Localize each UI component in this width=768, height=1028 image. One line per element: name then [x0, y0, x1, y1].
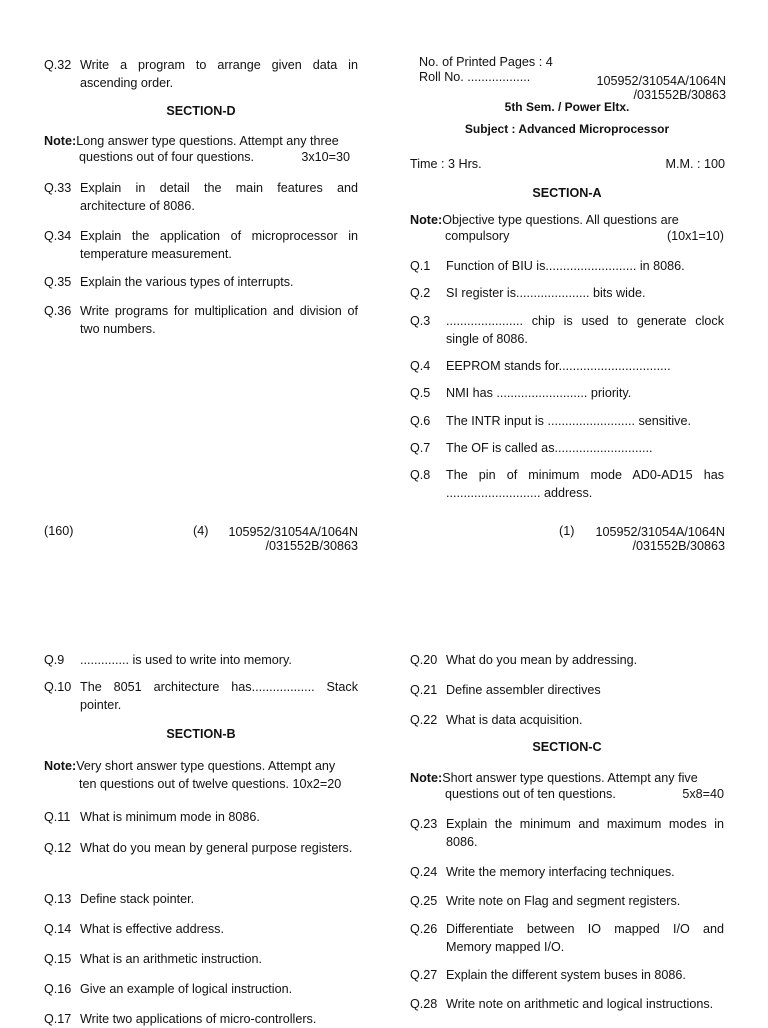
question-q34	[44, 227, 358, 263]
question-q3	[410, 312, 724, 348]
question-text: Write note on arithmetic and logical instructions.	[446, 997, 714, 1011]
question-number: Q.14	[44, 922, 72, 936]
question-number: Q.36	[44, 304, 72, 318]
question-q8	[410, 466, 724, 502]
question-number: Q.15	[44, 952, 72, 966]
question-text: Define assembler directives	[446, 683, 601, 697]
footer-page-number: (4)	[193, 524, 209, 538]
question-number: Q.13	[44, 892, 72, 906]
question-text: Write a program to arrange given data in ascending order.	[80, 58, 358, 90]
note-marks: (10x1=10)	[666, 229, 724, 243]
question-number: Q.8	[410, 468, 431, 482]
question-q17	[44, 1010, 358, 1028]
note-label: Note:	[44, 759, 77, 773]
section-b-heading: SECTION-B	[166, 727, 236, 741]
question-text: The pin of minimum mode AD0-AD15 has ........................... address.	[446, 468, 724, 500]
question-number: Q.7	[410, 441, 431, 455]
question-q21	[410, 681, 724, 699]
question-text: The 8051 architecture has.................. Stack pointer.	[80, 680, 358, 712]
question-number: Q.20	[410, 653, 438, 667]
header-paper-code	[560, 74, 726, 102]
note-marks: 3x10=30	[301, 150, 350, 164]
question-text: SI register is..................... bits wide.	[446, 286, 646, 300]
question-number: Q.1	[410, 259, 431, 273]
note-text: Very short answer type questions. Attempt any	[76, 759, 336, 773]
question-number: Q.33	[44, 181, 72, 195]
question-q22	[410, 711, 724, 729]
question-q35	[44, 273, 358, 291]
question-q36	[44, 302, 358, 338]
question-text: Define stack pointer.	[80, 892, 195, 906]
question-q24	[410, 863, 724, 881]
question-text: Explain the minimum and maximum modes in 8086.	[446, 817, 724, 849]
question-text: Explain the different system buses in 8086.	[446, 968, 686, 982]
question-text: ...................... chip is used to generate clock single of 8086.	[446, 314, 724, 346]
question-q33	[44, 179, 358, 215]
question-text: Write the memory interfacing techniques.	[446, 865, 675, 879]
question-q9	[44, 651, 358, 669]
question-text: Write note on Flag and segment registers.	[446, 894, 681, 908]
section-a-heading: SECTION-A	[532, 186, 602, 200]
question-q28	[410, 995, 724, 1013]
question-text: Explain the various types of interrupts.	[80, 275, 294, 289]
note-marks: 5x8=40	[682, 787, 724, 801]
question-number: Q.6	[410, 414, 431, 428]
paper-code-line2: /031552B/30863	[265, 539, 358, 553]
question-text: What is data acquisition.	[446, 713, 583, 727]
question-text: Explain in detail the main features and architecture of 8086.	[80, 181, 358, 213]
question-q11	[44, 808, 358, 826]
question-number: Q.25	[410, 894, 438, 908]
question-text: Differentiate between IO mapped I/O and Memory mapped I/O.	[446, 922, 724, 954]
max-marks: M.M. : 100	[665, 157, 725, 171]
note-text-line2: questions out of four questions.	[79, 150, 255, 164]
question-q25	[410, 892, 724, 910]
question-number: Q.24	[410, 865, 438, 879]
question-text: Function of BIU is.......................... in 8086.	[446, 259, 685, 273]
section-c-heading: SECTION-C	[532, 740, 602, 754]
question-q7	[410, 439, 724, 457]
question-number: Q.16	[44, 982, 72, 996]
question-text: Write programs for multiplication and division of two numbers.	[80, 304, 358, 336]
footer-paper-code	[214, 525, 358, 553]
question-q4	[410, 357, 724, 375]
question-text: What is an arithmetic instruction.	[80, 952, 262, 966]
question-q23	[410, 815, 724, 851]
question-text: Write two applications of micro-controllers.	[80, 1012, 317, 1026]
question-text: What do you mean by general purpose registers.	[80, 841, 353, 855]
question-q27	[410, 966, 724, 984]
question-text: .............. is used to write into memory.	[80, 653, 292, 667]
question-number: Q.17	[44, 1012, 72, 1026]
question-number: Q.23	[410, 817, 438, 831]
question-number: Q.26	[410, 922, 438, 936]
question-number: Q.10	[44, 680, 72, 694]
note-text-line2: questions out of ten questions.	[445, 787, 616, 801]
question-text: Give an example of logical instruction.	[80, 982, 293, 996]
question-number: Q.5	[410, 386, 431, 400]
question-number: Q.32	[44, 58, 72, 72]
question-number: Q.2	[410, 286, 431, 300]
roll-number: Roll No. ..................	[419, 70, 531, 84]
note-label: Note:	[44, 134, 77, 148]
paper-code-line1: 105952/31054A/1064N	[595, 525, 725, 539]
note-label: Note:	[410, 213, 443, 227]
exam-time: Time : 3 Hrs.	[410, 157, 482, 171]
question-number: Q.21	[410, 683, 438, 697]
question-text: What is minimum mode in 8086.	[80, 810, 260, 824]
footer-paper-code	[580, 525, 725, 553]
question-q2	[410, 284, 724, 302]
section-d-heading: SECTION-D	[166, 104, 236, 118]
question-q12	[44, 838, 358, 859]
question-q10	[44, 678, 358, 714]
paper-code-line2: /031552B/30863	[632, 539, 725, 553]
question-q14	[44, 920, 358, 938]
note-section-c	[410, 769, 724, 801]
question-q26	[410, 920, 724, 956]
note-text-line2: ten questions out of twelve questions. 10x2=20	[79, 777, 342, 791]
question-text: The INTR input is ......................... sensitive.	[446, 414, 691, 428]
note-label: Note:	[410, 771, 443, 785]
question-number: Q.12	[44, 841, 72, 855]
paper-code-line1: 105952/31054A/1064N	[596, 74, 726, 88]
printed-pages: No. of Printed Pages : 4	[419, 55, 553, 69]
question-number: Q.27	[410, 968, 438, 982]
paper-code-line1: 105952/31054A/1064N	[228, 525, 358, 539]
question-q5	[410, 384, 724, 402]
footer-page-number: (1)	[559, 524, 575, 538]
note-text: Objective type questions. All questions are	[442, 213, 679, 227]
question-number: Q.3	[410, 314, 431, 328]
question-number: Q.11	[44, 810, 71, 824]
question-q1	[410, 257, 724, 275]
question-text: NMI has .......................... priority.	[446, 386, 632, 400]
question-q20	[410, 651, 724, 669]
question-number: Q.9	[44, 653, 65, 667]
semester-heading: 5th Sem. / Power Eltx.	[504, 100, 630, 114]
note-text: Long answer type questions. Attempt any three	[76, 134, 339, 148]
question-text: Explain the application of microprocessor in temperature measurement.	[80, 229, 358, 261]
question-number: Q.35	[44, 275, 72, 289]
question-q6	[410, 412, 724, 430]
question-text: What is effective address.	[80, 922, 224, 936]
subject-heading: Subject : Advanced Microprocessor	[464, 122, 670, 136]
note-section-b	[44, 757, 358, 791]
note-text: Short answer type questions. Attempt any five	[442, 771, 698, 785]
paper-code-line2: /031552B/30863	[633, 88, 726, 102]
question-number: Q.34	[44, 229, 72, 243]
note-section-d	[44, 132, 358, 164]
question-number: Q.4	[410, 359, 431, 373]
question-text: What do you mean by addressing.	[446, 653, 638, 667]
note-section-a	[410, 211, 724, 243]
question-q16	[44, 980, 358, 998]
question-number: Q.28	[410, 997, 438, 1011]
question-q32	[44, 56, 358, 92]
question-q15	[44, 950, 358, 968]
note-text-line2: compulsory	[445, 229, 510, 243]
footer-copy-count: (160)	[44, 524, 74, 538]
question-text: The OF is called as............................	[446, 441, 653, 455]
question-q13	[44, 890, 358, 908]
question-text: EEPROM stands for................................	[446, 359, 671, 373]
question-number: Q.22	[410, 713, 438, 727]
